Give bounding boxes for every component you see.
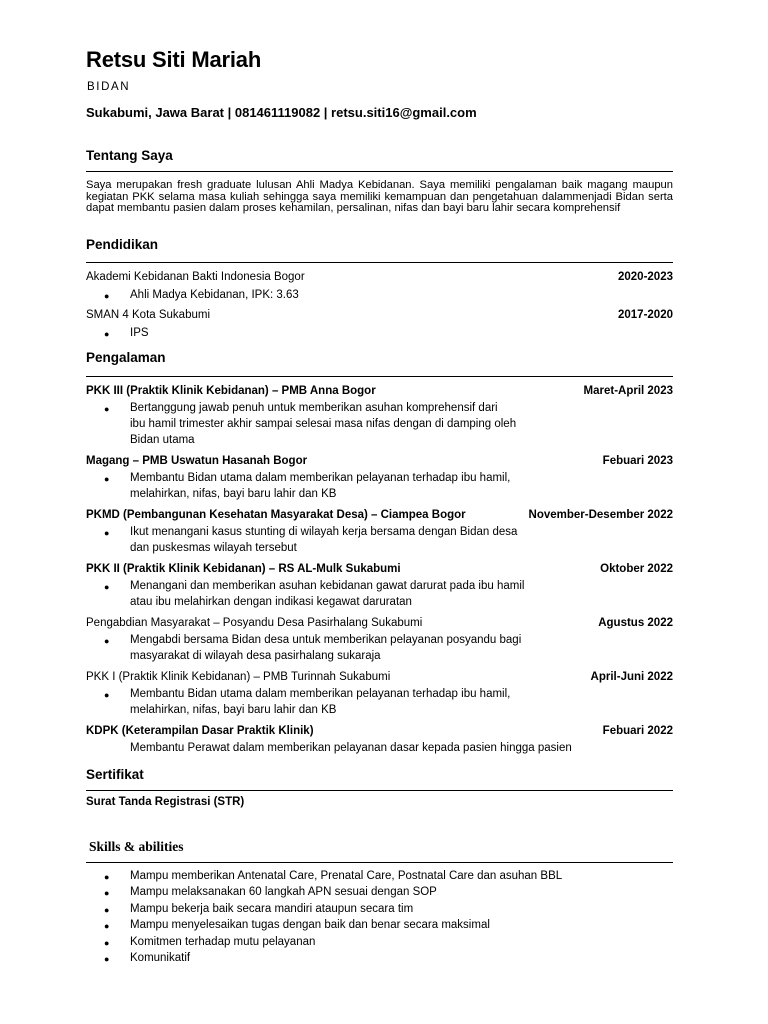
experience-detail-line: Membantu Bidan utama dalam memberikan pelayanan terhadap ibu hamil,	[130, 688, 511, 700]
education-school: Akademi Kebidanan Bakti Indonesia Bogor	[86, 271, 305, 283]
experience-detail-line: ibu hamil trimester akhir sampai selesai masa nifas dengan di damping oleh	[130, 418, 517, 430]
bullet-icon: ●	[104, 291, 110, 301]
bullet-icon: ●	[104, 921, 110, 931]
experience-detail-line: melahirkan, nifas, bayi baru lahir dan KB	[130, 704, 337, 716]
skill-item: Komunikatif	[130, 952, 191, 964]
skill-item: Mampu melaksanakan 60 langkah APN sesuai dengan SOP	[130, 886, 437, 898]
bullet-icon: ●	[104, 954, 110, 964]
experience-period: Febuari 2022	[602, 725, 673, 737]
bullet-icon: ●	[104, 582, 110, 592]
candidate-role: BIDAN	[87, 81, 131, 93]
bullet-icon: ●	[104, 905, 110, 915]
education-school: SMAN 4 Kota Sukabumi	[86, 309, 211, 321]
skills-divider	[86, 862, 673, 863]
bullet-icon: ●	[104, 404, 110, 414]
experience-role: Pengabdian Masyarakat – Posyandu Desa Pasirhalang Sukabumi	[86, 617, 423, 629]
experience-detail-line: Menangani dan memberikan asuhan kebidanan gawat darurat pada ibu hamil	[130, 580, 525, 592]
education-period: 2020-2023	[618, 271, 673, 283]
experience-detail-line: Bertanggung jawab penuh untuk memberikan asuhan komprehensif dari	[130, 402, 498, 414]
skill-item: Komitmen terhadap mutu pelayanan	[130, 936, 316, 948]
experience-period: November-Desember 2022	[528, 509, 673, 521]
bullet-icon: ●	[104, 528, 110, 538]
bullet-icon: ●	[104, 474, 110, 484]
experience-detail-line: dan puskesmas wilayah tersebut	[130, 542, 297, 554]
certificates-title: Sertifikat	[86, 767, 144, 782]
education-detail: Ahli Madya Kebidanan, IPK: 3.63	[130, 289, 299, 301]
experience-divider	[86, 376, 673, 377]
experience-detail-line: Mengabdi bersama Bidan desa untuk memberikan pelayanan posyandu bagi	[130, 634, 522, 646]
skill-item: Mampu menyelesaikan tugas dengan baik dan benar secara maksimal	[130, 919, 490, 931]
bullet-icon: ●	[104, 690, 110, 700]
experience-role: PKK II (Praktik Klinik Kebidanan) – RS AL-Mulk Sukabumi	[86, 563, 401, 575]
experience-detail-line: Ikut menangani kasus stunting di wilayah kerja bersama dengan Bidan desa	[130, 526, 518, 538]
experience-detail-line: Membantu Perawat dalam memberikan pelayanan dasar kepada pasien hingga pasien	[130, 742, 572, 754]
contact-line: Sukabumi, Jawa Barat | 081461119082 | retsu.siti16@gmail.com	[86, 105, 477, 120]
experience-role: PKK I (Praktik Klinik Kebidanan) – PMB Turinnah Sukabumi	[86, 671, 391, 683]
education-detail: IPS	[130, 327, 149, 339]
experience-role: PKK III (Praktik Klinik Kebidanan) – PMB Anna Bogor	[86, 385, 376, 397]
education-period: 2017-2020	[618, 309, 673, 321]
bullet-icon: ●	[104, 872, 110, 882]
experience-detail-line: atau ibu melahirkan dengan indikasi kegawat daruratan	[130, 596, 412, 608]
bullet-icon: ●	[104, 636, 110, 646]
experience-period: Febuari 2023	[602, 455, 673, 467]
certificates-divider	[86, 790, 673, 791]
skill-item: Mampu bekerja baik secara mandiri ataupun secara tim	[130, 903, 414, 915]
experience-detail-line: masyarakat di wilayah desa pasirhalang sukaraja	[130, 650, 381, 662]
experience-period: Maret-April 2023	[583, 385, 673, 397]
experience-title: Pengalaman	[86, 350, 166, 365]
about-text: Saya merupakan fresh graduate lulusan Ahli Madya Kebidanan. Saya memiliki pengalaman baik magang maupun kegiatan PKK selama masa kuliah sehingga saya memiliki kemampuan dan pengetahuan dalammenjadi Bidan serta dapat membantu pasien dalam proses kehamilan, persalinan, nifas dan bayi baru lahir secara komprehensif	[86, 179, 673, 215]
experience-period: Oktober 2022	[600, 563, 673, 575]
experience-role: KDPK (Keterampilan Dasar Praktik Klinik)	[86, 725, 314, 737]
bullet-icon: ●	[104, 329, 110, 339]
experience-period: April-Juni 2022	[590, 671, 673, 683]
skill-item: Mampu memberikan Antenatal Care, Prenatal Care, Postnatal Care dan asuhan BBL	[130, 870, 563, 882]
experience-detail-line: melahirkan, nifas, bayi baru lahir dan KB	[130, 488, 337, 500]
experience-period: Agustus 2022	[598, 617, 673, 629]
skills-title: Skills & abilities	[89, 839, 184, 854]
experience-detail-line: Bidan utama	[130, 434, 195, 446]
certificate-item: Surat Tanda Registrasi (STR)	[86, 796, 245, 808]
experience-role: Magang – PMB Uswatun Hasanah Bogor	[86, 455, 308, 467]
education-divider	[86, 262, 673, 263]
bullet-icon: ●	[104, 888, 110, 898]
experience-detail-line: Membantu Bidan utama dalam memberikan pelayanan terhadap ibu hamil,	[130, 472, 511, 484]
about-title: Tentang Saya	[86, 148, 173, 163]
about-divider	[86, 171, 673, 172]
candidate-name: Retsu Siti Mariah	[86, 47, 262, 72]
experience-role: PKMD (Pembangunan Kesehatan Masyarakat Desa) – Ciampea Bogor	[86, 509, 466, 521]
education-title: Pendidikan	[86, 237, 159, 252]
bullet-icon: ●	[104, 938, 110, 948]
